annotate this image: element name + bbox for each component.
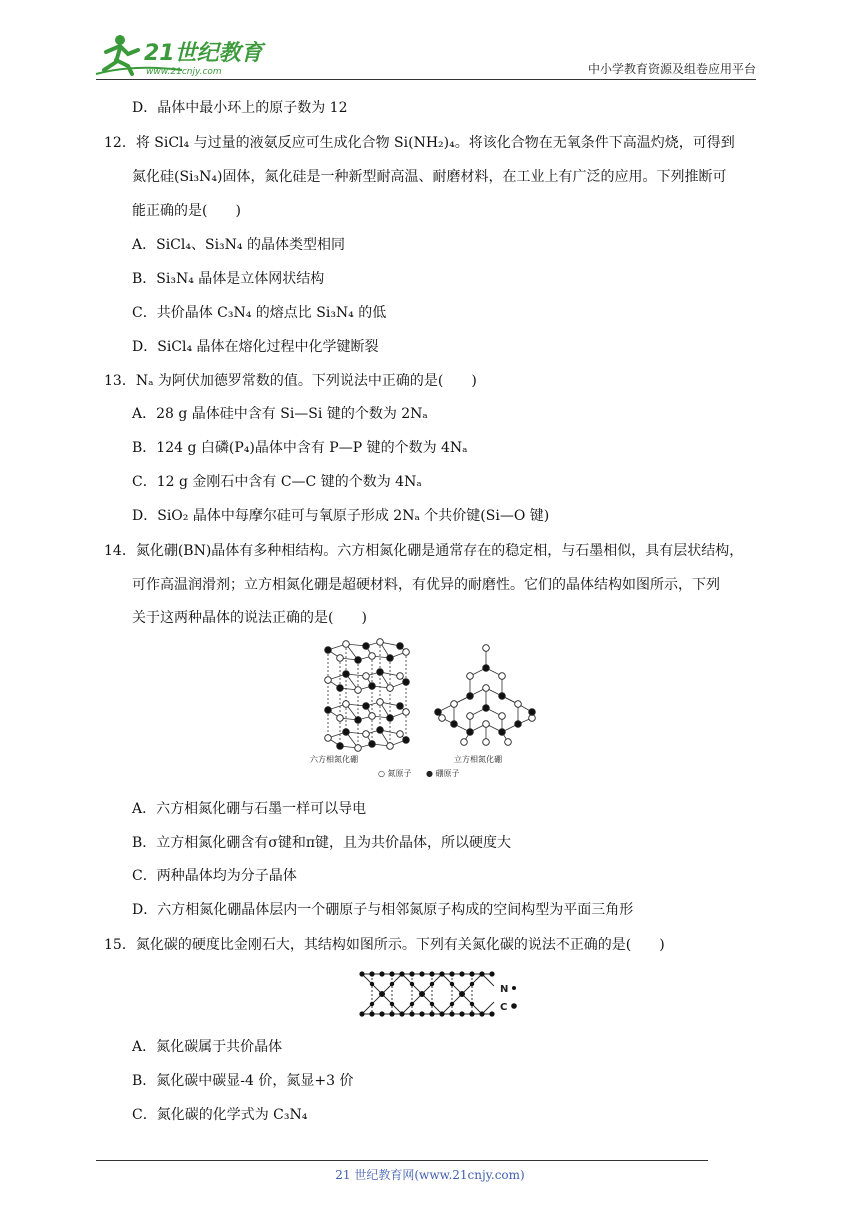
q14-stem-line1: 14．氮化硼(BN)晶体有多种相结构。六方相氮化硼是通常存在的稳定相，与石墨相似，具有层状结构，	[104, 543, 744, 559]
q14-option-d: D．六方相氮化硼晶体层内一个硼原子与相邻氮原子构成的空间构型为平面三角形	[132, 902, 634, 918]
q14-option-c: C．两种晶体均为分子晶体	[132, 868, 297, 884]
q13-stem: 13．Nₐ 为阿伏加德罗常数的值。下列说法中正确的是( )	[104, 373, 477, 389]
platform-name: 中小学教育资源及组卷应用平台	[587, 62, 756, 76]
q13-option-a: A．28 g 晶体硅中含有 Si—Si 键的个数为 2Nₐ	[132, 406, 428, 422]
q14-stem-line2: 可作高温润滑剂；立方相氮化硼是超硬材料，有优异的耐磨性。它们的晶体结构如图所示，下列	[132, 577, 720, 593]
q12-stem-line3: 能正确的是( )	[132, 203, 241, 219]
label-n: N	[500, 984, 509, 995]
logo-text: 21世纪教育	[144, 41, 263, 66]
carbon-nitride-atoms	[359, 971, 494, 1016]
cubic-bn-atoms	[435, 645, 536, 746]
q11-option-d: D．晶体中最小环上的原子数为 12	[132, 100, 348, 116]
q13-option-c: C．12 g 金刚石中含有 C—C 键的个数为 4Nₐ	[132, 474, 422, 490]
q14-option-b: B．立方相氮化硼含有σ键和π键，且为共价晶体，所以硬度大	[132, 835, 512, 851]
site-logo	[92, 30, 262, 78]
q12-option-d: D．SiCl₄ 晶体在熔化过程中化学键断裂	[132, 339, 379, 355]
logo-url: www.21cnjy.com	[146, 67, 222, 77]
footer-link[interactable]: 21 世纪教育网(www.21cnjy.com)	[335, 1168, 525, 1182]
q12-option-a: A．SiCl₄、Si₃N₄ 的晶体类型相同	[132, 237, 345, 253]
header-rule	[96, 79, 756, 80]
q12-option-b: B．Si₃N₄ 晶体是立体网状结构	[132, 271, 325, 287]
q12-option-c: C．共价晶体 C₃N₄ 的熔点比 Si₃N₄ 的低	[132, 305, 387, 321]
q13-option-d: D．SiO₂ 晶体中每摩尔硅可与氧原子形成 2Nₐ 个共价键(Si—O 键)	[132, 508, 550, 524]
q12-stem-line1: 12．将 SiCl₄ 与过量的液氨反应可生成化合物 Si(NH₂)₄。将该化合物在无氧条件下高温灼烧，可得到	[104, 135, 735, 151]
q13-option-b: B．124 g 白磷(P₄)晶体中含有 P—P 键的个数为 4Nₐ	[132, 440, 468, 456]
footer-rule	[96, 1160, 708, 1161]
bn-crystal-figure	[310, 638, 548, 782]
q14-option-a: A．六方相氮化硼与石墨一样可以导电	[132, 801, 367, 817]
caption-cubic: 立方相氮化硼	[454, 755, 502, 764]
carbon-nitride-figure	[358, 968, 528, 1020]
c-key-dot	[511, 1003, 517, 1009]
q14-stem-line3: 关于这两种晶体的说法正确的是( )	[132, 610, 367, 626]
q15-stem: 15．氮化碳的硬度比金刚石大，其结构如图所示。下列有关氮化碳的说法不正确的是( )	[104, 937, 665, 953]
q15-option-c: C．氮化碳的化学式为 C₃N₄	[132, 1107, 308, 1123]
cubic-bn-structure	[438, 648, 532, 742]
caption-hexagonal: 六方相氮化硼	[310, 755, 358, 764]
q15-option-a: A．氮化碳属于共价晶体	[132, 1039, 283, 1055]
legend-nitrogen: ○ 氮原子	[378, 769, 412, 778]
q12-stem-line2: 氮化硅(Si₃N₄)固体，氮化硅是一种新型耐高温、耐磨材料，在工业上有广泛的应用。下列推断可	[132, 169, 727, 185]
label-c: C	[500, 1002, 508, 1013]
legend-boron: ● 硼原子	[426, 769, 460, 778]
q15-option-b: B．氮化碳中碳显-4 价，氮显+3 价	[132, 1073, 354, 1089]
n-key-dot	[512, 986, 516, 990]
